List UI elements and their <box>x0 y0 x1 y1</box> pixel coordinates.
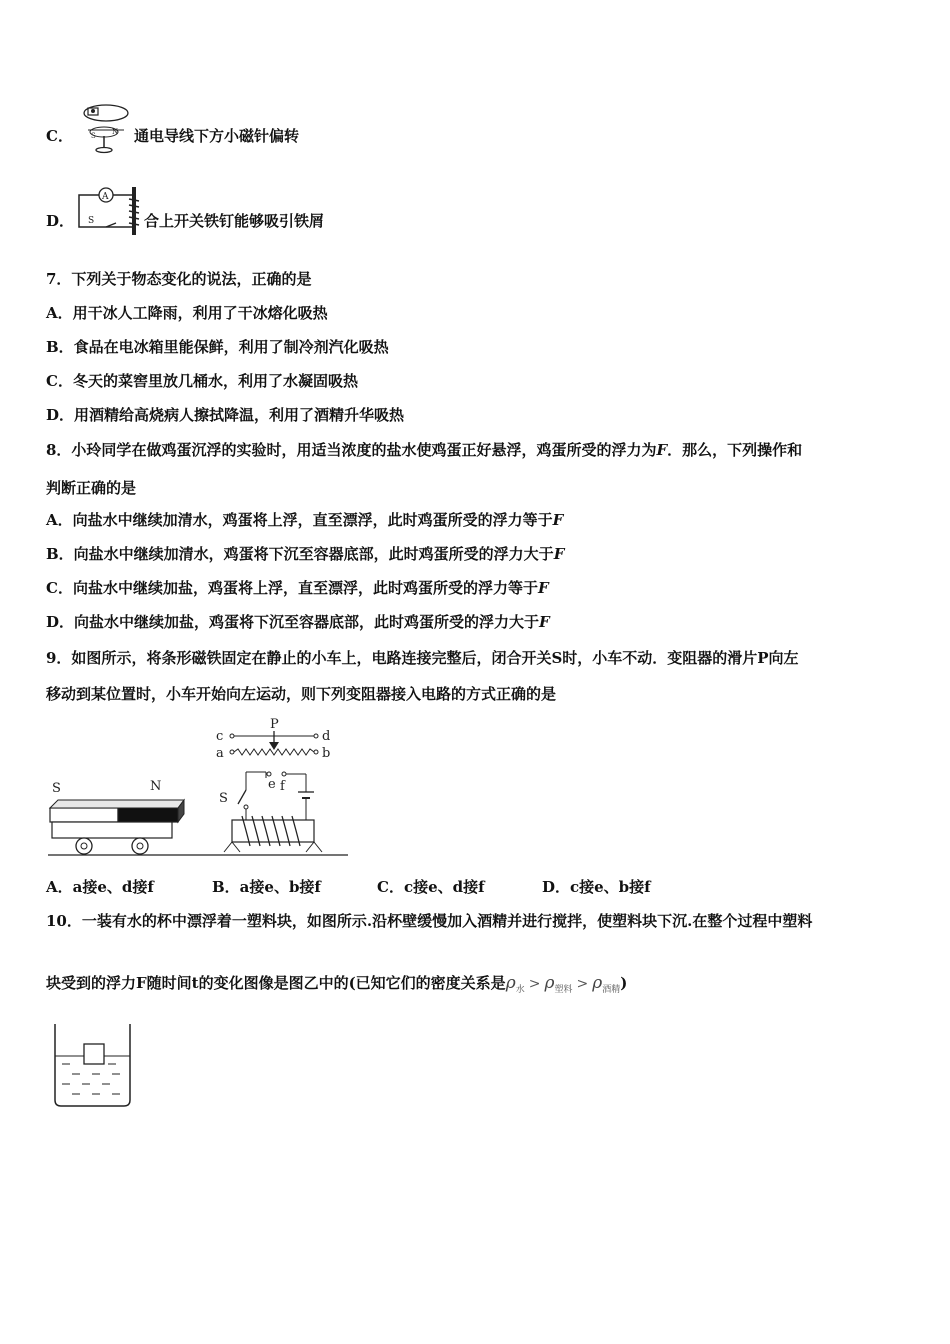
label-f: f <box>280 779 285 794</box>
q8-stem-a: 8．小玲同学在做鸡蛋沉浮的实验时，用适当浓度的盐水使鸡蛋正好悬浮，鸡蛋所受的浮力为 <box>46 441 657 459</box>
q6-option-c-text: 通电导线下方小磁针偏转 <box>134 127 300 145</box>
rho-alcohol: ρ <box>592 973 603 993</box>
label-P: P <box>270 717 279 732</box>
rho-plastic: ρ <box>544 973 555 993</box>
q8-option-c-text: C．向盐水中继续加盐，鸡蛋将上浮，直至漂浮，此时鸡蛋所受的浮力等于 <box>46 579 538 597</box>
sub-plastic: 塑料 <box>554 985 573 995</box>
q8-stem-line1 <box>46 440 802 460</box>
label-d: d <box>322 729 331 744</box>
q10-stem-line2 <box>46 973 627 1000</box>
label-S-switch: S <box>219 791 228 806</box>
q8-option-d <box>46 612 550 632</box>
q6-option-c-label: C． <box>46 127 73 145</box>
q9-option-d: D．c接e、b接f <box>542 878 651 896</box>
electromagnet-nail-figure <box>76 183 142 239</box>
magnet-car-circuit-figure <box>44 712 354 862</box>
q8-option-c <box>46 578 549 598</box>
label-e: e <box>268 777 276 792</box>
q8-option-c-F: F <box>537 579 549 597</box>
q8-option-a-text: A．向盐水中继续加清水，鸡蛋将上浮，直至漂浮，此时鸡蛋所受的浮力等于 <box>46 511 553 529</box>
q8-option-d-text: D．向盐水中继续加盐，鸡蛋将下沉至容器底部，此时鸡蛋所受的浮力大于 <box>46 613 540 631</box>
q8-force-symbol: F <box>656 441 668 459</box>
svg-text:S: S <box>88 216 95 226</box>
rho-water: ρ <box>505 973 516 993</box>
q8-option-a-F: F <box>552 511 564 529</box>
q6-option-d <box>46 211 74 231</box>
q10-close-paren: ) <box>620 974 628 992</box>
q6-option-d-text: 合上开关铁钉能够吸引铁屑 <box>144 212 325 230</box>
q9-option-b: B．a接e、b接f <box>212 878 321 896</box>
label-S-magnet: S <box>52 781 61 796</box>
svg-text:S: S <box>91 132 96 140</box>
q9-stem-line1: 9．如图所示，将条形磁铁固定在静止的小车上，电路连接完整后，闭合开关S时，小车不动．变阻器的滑片P向左 <box>46 649 799 667</box>
sub-water: 水 <box>515 985 525 995</box>
svg-text:N: N <box>112 128 119 136</box>
q7-option-a: A．用干冰人工降雨，利用了干冰熔化吸热 <box>46 304 328 322</box>
label-a: a <box>216 746 224 761</box>
q9-option-c: C．c接e、d接f <box>377 878 485 896</box>
q7-option-c: C．冬天的菜窖里放几桶水，利用了水凝固吸热 <box>46 372 358 390</box>
cup-with-floating-block-figure <box>52 1022 134 1108</box>
q9-option-a: A．a接e、d接f <box>46 878 154 896</box>
q6-option-d-label: D． <box>46 212 75 230</box>
compass-under-wire-figure <box>74 100 134 156</box>
q8-option-b <box>46 544 564 564</box>
q10-stem-line2-text: 块受到的浮力F随时间t的变化图像是图乙中的(已知它们的密度关系是 <box>46 974 506 992</box>
q7-option-d: D．用酒精给高烧病人擦拭降温，利用了酒精升华吸热 <box>46 406 405 424</box>
q8-option-d-F: F <box>539 613 550 631</box>
q9-stem-line2: 移动到某位置时，小车开始向左运动，则下列变阻器接入电路的方式正确的是 <box>46 685 557 703</box>
q10-stem-line1: 10．一装有水的杯中漂浮着一塑料块，如图所示.沿杯壁缓慢加入酒精并进行搅拌，使塑料块下沉.在整个过程中塑料 <box>46 912 813 930</box>
label-N: N <box>150 779 162 794</box>
label-c: c <box>216 729 224 744</box>
gt-1: > <box>528 976 541 992</box>
q8-option-a <box>46 510 563 530</box>
q8-stem-line2: 判断正确的是 <box>46 479 137 497</box>
q8-option-b-F: F <box>553 545 565 563</box>
q8-option-b-text: B．向盐水中继续加清水，鸡蛋将下沉至容器底部，此时鸡蛋所受的浮力大于 <box>46 545 554 563</box>
q6-option-c <box>46 126 73 146</box>
q7-stem: 7．下列关于物态变化的说法，正确的是 <box>46 270 312 288</box>
sub-alcohol: 酒精 <box>602 985 621 995</box>
gt-2: > <box>576 976 589 992</box>
label-b: b <box>322 746 331 761</box>
svg-text:A: A <box>102 192 109 202</box>
q8-stem-b: ．那么，下列操作和 <box>667 441 803 459</box>
q7-option-b: B．食品在电冰箱里能保鲜，利用了制冷剂汽化吸热 <box>46 338 389 356</box>
